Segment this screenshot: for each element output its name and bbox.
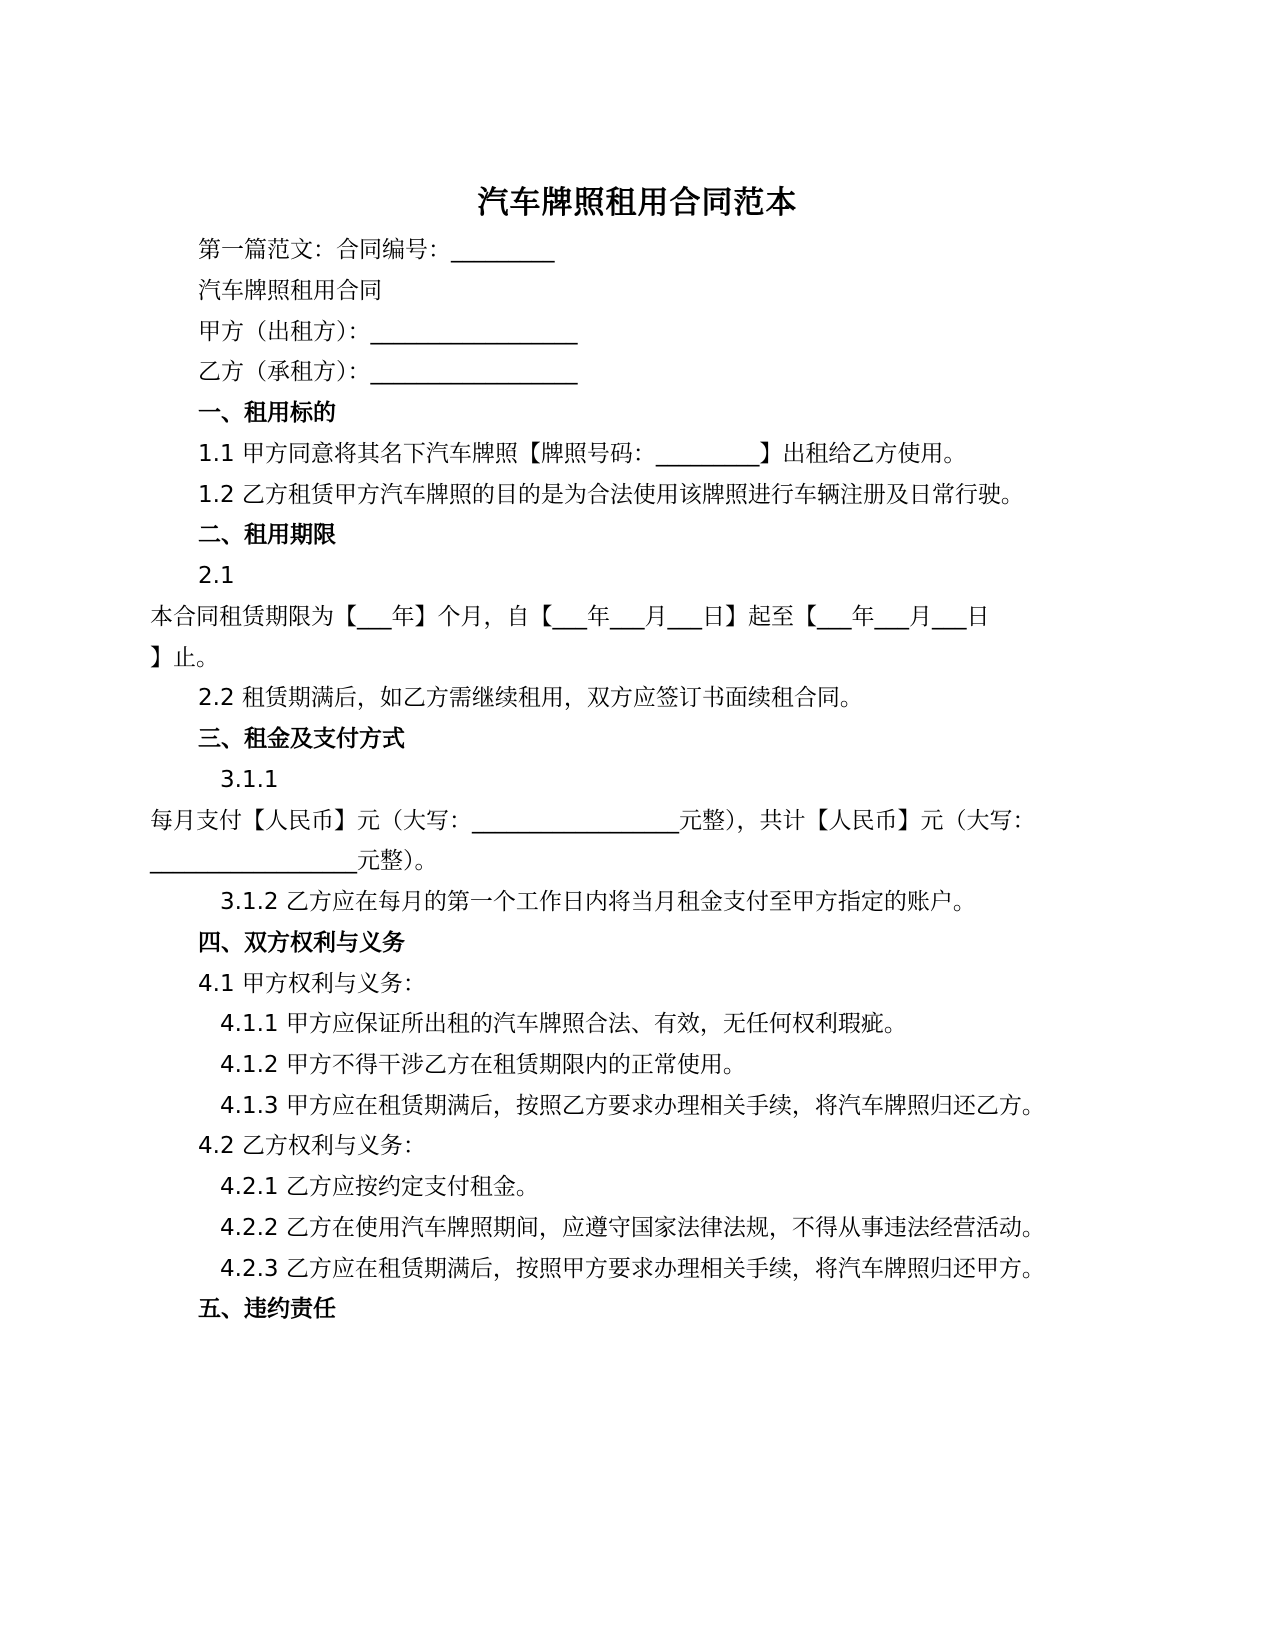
party-b-line: 乙方（承租方）：__________________ [198, 359, 578, 385]
clause-3-1-1-text-cont: __________________元整）。 [150, 848, 438, 874]
clause-3-1-1-text: 每月支付【人民币】元（大写：__________________元整），共计【人民币】元（大写： [150, 808, 1036, 834]
clause-4-2-2: 4.2.2 乙方在使用汽车牌照期间，应遵守国家法律法规，不得从事违法经营活动。 [220, 1215, 1045, 1241]
clause-4-1-3: 4.1.3 甲方应在租赁期满后，按照乙方要求办理相关手续，将汽车牌照归还乙方。 [220, 1093, 1045, 1119]
section-heading-5: 五、违约责任 [198, 1296, 336, 1322]
clause-2-1-text: 本合同租赁期限为【___年】个月，自【___年___月___日】起至【___年___月___日 [150, 604, 990, 630]
document-title: 汽车牌照租用合同范本 [477, 185, 798, 221]
section-heading-3: 三、租金及支付方式 [198, 726, 405, 752]
party-a-line: 甲方（出租方）：__________________ [198, 319, 578, 345]
section-heading-2: 二、租用期限 [198, 522, 336, 548]
section-heading-1: 一、租用标的 [198, 400, 336, 426]
clause-3-1-1-number: 3.1.1 [220, 767, 279, 793]
clause-1-2: 1.2 乙方租赁甲方汽车牌照的目的是为合法使用该牌照进行车辆注册及日常行驶。 [198, 482, 1024, 508]
clause-2-1-number: 2.1 [198, 563, 235, 589]
clause-2-1-text-cont: 】止。 [150, 645, 219, 671]
clause-4-2-3: 4.2.3 乙方应在租赁期满后，按照甲方要求办理相关手续，将汽车牌照归还甲方。 [220, 1256, 1045, 1282]
contract-number-line: 第一篇范文：合同编号：_________ [198, 237, 555, 263]
clause-4-2: 4.2 乙方权利与义务： [198, 1133, 426, 1159]
section-heading-4: 四、双方权利与义务 [198, 930, 405, 956]
clause-3-1-2: 3.1.2 乙方应在每月的第一个工作日内将当月租金支付至甲方指定的账户。 [220, 889, 976, 915]
clause-2-2: 2.2 租赁期满后，如乙方需继续租用，双方应签订书面续租合同。 [198, 685, 863, 711]
clause-4-2-1: 4.2.1 乙方应按约定支付租金。 [220, 1174, 539, 1200]
clause-4-1: 4.1 甲方权利与义务： [198, 971, 426, 997]
clause-1-1: 1.1 甲方同意将其名下汽车牌照【牌照号码：_________】出租给乙方使用。 [198, 441, 967, 467]
contract-name-line: 汽车牌照租用合同 [198, 278, 382, 304]
clause-4-1-1: 4.1.1 甲方应保证所出租的汽车牌照合法、有效，无任何权利瑕疵。 [220, 1011, 907, 1037]
clause-4-1-2: 4.1.2 甲方不得干涉乙方在租赁期限内的正常使用。 [220, 1052, 746, 1078]
